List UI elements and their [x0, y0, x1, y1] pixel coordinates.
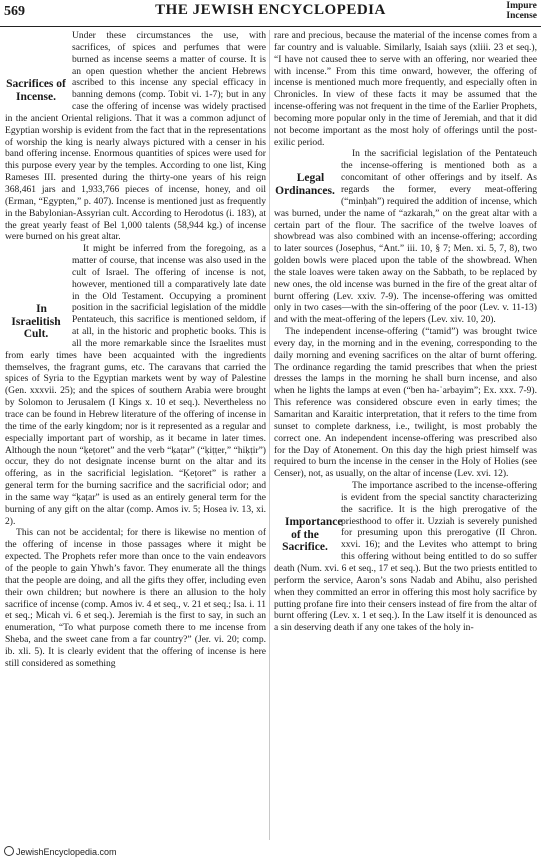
paragraph-text: In the sacrificial legislation of the Pentateuch the incense-offering is mentioned both as a concomitant of other offerings and by itself. As regards the former, every meat-offering (“minḥah”) required the addition of incense, which was burned, under the name of “azkarah,” on the great altar with a certain part of the flour. The sacrifice of the twelve loaves of showbread was also combined with an incense-offering; according to later sources (Josephus, “Ant.” iii. 10, § 7; Men. xi. 5, 7, 8), two golden bowls were placed upon the table of the showbread. When the stale loaves were taken away on the Sabbath, to be replaced by new ones, the old incense was burned in the fire of the great altar of burnt offering (Lev. xxiv. 7-9). The incense-offering was omitted only in two cases—with the sin-offering of the poor (Lev. v. 11-13) and with the meat-offering of the lepers (Lev. xiv. 10, 20). [274, 148, 537, 326]
catchword [506, 1, 537, 21]
paragraph-text: rare and precious, because the material of the incense comes from a far country and is valuable. Similarly, Isaiah says (xliii. 23 et seq.), “I have not caused thee to serve with an offering, nor wearied thee with incense.” From this time onward, however, the offering of incense is mentioned much more frequently, and especially often in Chronicles. In view of these facts it may be assumed that the incense-offering was not frequent in the time of the Earlier Prophets, becoming more popular only in the time of Jeremiah, and that it did not become important as the most holy of offerings until the post-exilic period. [274, 30, 537, 148]
sidenote-legal-ordinances: Legal Ordinances. [275, 172, 335, 197]
paragraph-text: The importance ascribed to the incense-offering is evident from the special sanctity characterizing the sacrifice. It is the high prerogative of the priesthood to offer it. Uzziah is severely punished for presuming upon this prerogative (II Chron. xxvi. 16); and the Levites who attempt to bring this offering without being entitled to do so suffer death (Num. xvi. 6 et seq., 17 et seq.). But the two priests entitled to perform the service, Aaron’s sons Nadab and Abihu, also perished when they committed an error in offering this most holy sacrifice by putting profane fire into their censers instead of fire from the altar of burnt offering (Lev. x. 1 et seq.). In the Law itself it is denounced as a sin deserving death if any one takes of the holy in- [274, 480, 537, 634]
left-column [5, 30, 266, 842]
sidenote-importance-of-the-sacrifice: Importance of the Sacrifice. [282, 516, 343, 554]
catchword-line-1: Impure [506, 1, 537, 11]
paragraph [5, 243, 266, 527]
footer-credit: JewishEncyclopedia.com [16, 847, 117, 857]
sidenote-in-israelitish-cult: In Israelitish Cult. [11, 303, 61, 341]
paragraph-text: This can not be accidental; for there is likewise no mention of the offering of incense in those passages where it might be expected. The Prophets refer more than once to the vain endeavors of the people to gain Yhwh’s favor. They enumerate all the things that the people are doing, and all the gifts they offer, including even their own children; but nowhere is there an allusion to the holy sacrifice of incense (comp. Amos iv. 4 et seq., v. 21 et seq.; Isa. i. 11 et seq.; Micah vi. 6 et seq.). Jeremiah is the first to say, in such an enumeration, “To what purpose cometh there to me incense from Sheba, and the sweet cane from a far country?” (Jer. vi. 20; comp. ib. xli. 5). It is clearly evident that the offering of incense is here still considered as something [5, 527, 266, 669]
paragraph [274, 480, 537, 634]
right-column [274, 30, 537, 842]
paragraph [274, 30, 537, 148]
paragraph [274, 148, 537, 326]
sidenote-sacrifices-of-incense: Sacrifices of Incense. [6, 78, 66, 103]
paragraph-text: Under these circumstances the use, with sacrifices, of spices and perfumes that were burned as incense seems a matter of course. It is an open question whether the ancient Hebrews ascribed to this incense any special efficacy in banning demons (comp. Tobit vi. 1-7); but in any case the offering of incense was widely practised in the ancient Oriental religions. That it was a common adjunct of Egyptian worship is evident from the fact that in the representations of worship the king is nearly always pictured with a censer in his band offering incense. Enormous quantities of spices were used for this purpose every year by the temples. According to one list, King Rameses III. presented during the thirty-one years of his reign 368,461 jars and 1,933,766 pieces of incense, honey, and oil (Erman, “Egypten,” p. 407). Incense is mentioned just as frequently in the Babylonian-Assyrian cult. According to Herodotus (i. 183), at the great yearly feast of Bel 1,000 talents (58,944 kg.) of incense were burned on his great altar. [5, 30, 266, 243]
column-divider [269, 30, 270, 840]
paragraph [5, 527, 266, 669]
copyright-logo-icon [4, 846, 14, 856]
running-header [0, 0, 541, 27]
footer [4, 846, 117, 857]
catchword-line-2: Incense [506, 11, 537, 21]
paragraph-text: It might be inferred from the foregoing, as a matter of course, that incense was also used in the cult of Israel. The offering of incense is not, however, mentioned till a comparatively late date in the Old Testament. Occupying a prominent position in the sacrificial legislation of the middle Pentateuch, this sacrifice is mentioned seldom, if at all, in the historic and prophetic books. This is all the more remarkable since the Israelites must from early times have been acquainted with the ingredients themselves, the fragrant gums, etc. The caravans that carried the spices of Syria to the Egyptian markets went by way of Palestine (Gen. xxxvii. 25); and the spices of southern Arabia were brought by Solomon to Jerusalem (I Kings x. 10 et seq.). Nevertheless no trace can be found in Hebrew literature of the offering of incense in the time of the early kingdom; nor is it represented as a regular and especially important part of worship, as it became in later times. Although the noun “ḳeṭoret” and the verb “ḳaṭar” (“ḳiṭṭer,” “hiḳṭir”) occur, they do not designate incense burnt on the altar and its offering, as in the sacrificial legislation. “Ḳeṭoret” is rather a general term for the burning sacrifice and the sacrificial odor; and in the same way “ḳaṭar” is used as an entirely general term for the burning of any gift on the altar (comp. Amos iv. 5; Hosea iv. 13, xi. 2). [5, 243, 266, 527]
paragraph [5, 30, 266, 243]
paragraph-text: The independent incense-offering (“tamid”) was brought twice every day, in the morning and in the evening, corresponding to the daily morning and evening sacrifices on the altar of burnt offering. The ordinance regarding the tamid prescribes that when the priest dresses the lamps in the morning he shall burn incense, and also when he lights the lamps at even (“ben ha-ʿarbayim”; Ex. xxx. 7-9). This reference was considered obscure even in early times; the Samaritan and Karaitic interpretation, that it refers to the time from sunset to complete darkness, i.e., twilight, is most probably the correct one. An independent incense-offering was prescribed also for the Day of Atonement. On this day the high priest himself was required to burn the incense in the censer in the Holy of Holies (see Censer), not, as usually, on the altar of incense (Lev. xvi. 12). [274, 326, 537, 480]
paragraph [274, 326, 537, 480]
running-title: THE JEWISH ENCYCLOPEDIA [155, 2, 386, 18]
page-number: 569 [4, 4, 25, 19]
